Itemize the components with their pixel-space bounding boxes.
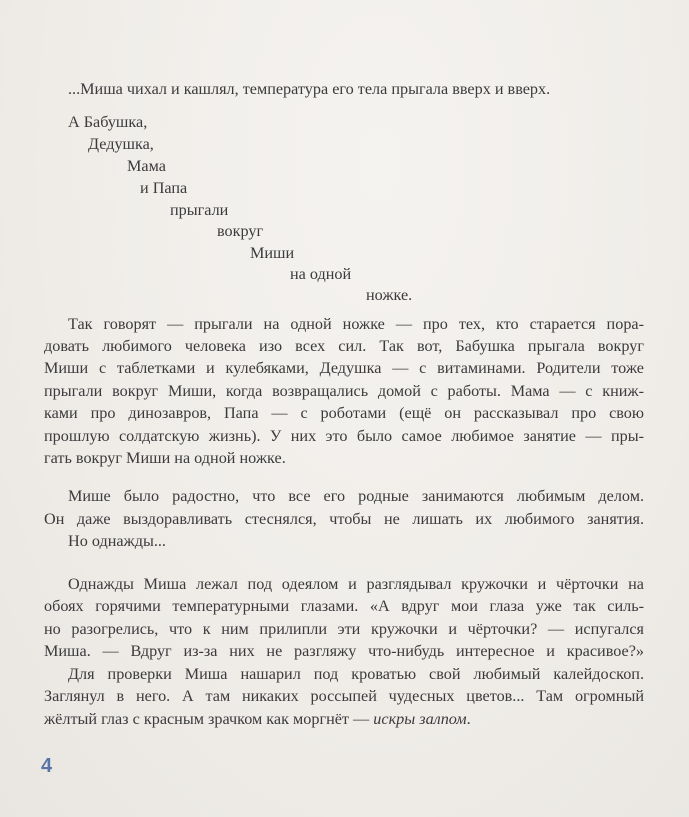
but-once-line: Но однажды... (68, 532, 166, 550)
paragraph-line: Миши с таблетками и кулебяками, Дедушка — с витаминами. Родители тоже (44, 359, 644, 377)
paragraph-line: Для проверки Миша нашарил под кроватью свой любимый калейдоскоп. (68, 665, 644, 683)
paragraph-line: Он даже выздоравливать стеснялся, чтобы не лишать их любимого занятия. (44, 510, 644, 528)
cascade-line: на одной (290, 265, 352, 283)
intro-line: ...Миша чихал и кашлял, температура его тела прыгала вверх и вверх. (68, 80, 551, 98)
paragraph-line: Однажды Миша лежал под одеялом и разглядывал кружочки и чёрточки на (68, 575, 644, 593)
cascade-line: Мама (127, 157, 166, 175)
cascade-line: Миши (250, 244, 295, 262)
cascade-line: и Папа (140, 179, 188, 197)
last-line-start: жёлтый глаз с красным зрачком как моргнёт — (44, 710, 374, 728)
paragraph-line: ками про динозавров, Папа — с роботами (ещё он рассказывал про свою (44, 404, 644, 422)
page-number: 4 (41, 755, 53, 777)
paragraph-line: гать вокруг Миши на одной ножке. (44, 449, 286, 467)
last-line-italic: искры залпом (373, 710, 467, 728)
paragraph-line: прыгали вокруг Миши, когда возвращались домой с работы. Мама — с книж- (44, 382, 644, 400)
paragraph-line: довать любимого человека изо всех сил. Так вот, Бабушка прыгала вокруг (44, 337, 644, 355)
cascade-line: А Бабушка, (68, 113, 148, 131)
paragraph-line: обоях горячими температурными глазами. «А вдруг мои глаза уже так силь- (44, 597, 644, 615)
paragraph-last-line (44, 709, 471, 729)
cascade-line: прыгали (170, 201, 229, 219)
paragraph-line: Так говорят — прыгали на одной ножке — про тех, кто старается пора- (68, 315, 644, 333)
cascade-line: Дедушка, (88, 135, 154, 153)
last-line-end: . (466, 710, 471, 728)
paragraph-line: Мише было радостно, что все его родные занимаются любимым делом. (68, 487, 644, 505)
paragraph-line: Заглянул в него. А там никаких россыпей чудесных цветов... Там огромный (44, 687, 644, 705)
cascade-line: ножке. (366, 286, 413, 304)
cascade-line: вокруг (217, 222, 264, 240)
paragraph-line: Миша. — Вдруг из-за них не разгляжу что-нибудь интересное и красивое?» (44, 642, 644, 660)
paragraph-line: но разогрелись, что к ним прилипли эти кружочки и чёрточки? — испугался (44, 620, 644, 638)
paragraph-line: прошлую солдатскую жизнь). У них это было самое любимое занятие — пры- (44, 427, 644, 445)
